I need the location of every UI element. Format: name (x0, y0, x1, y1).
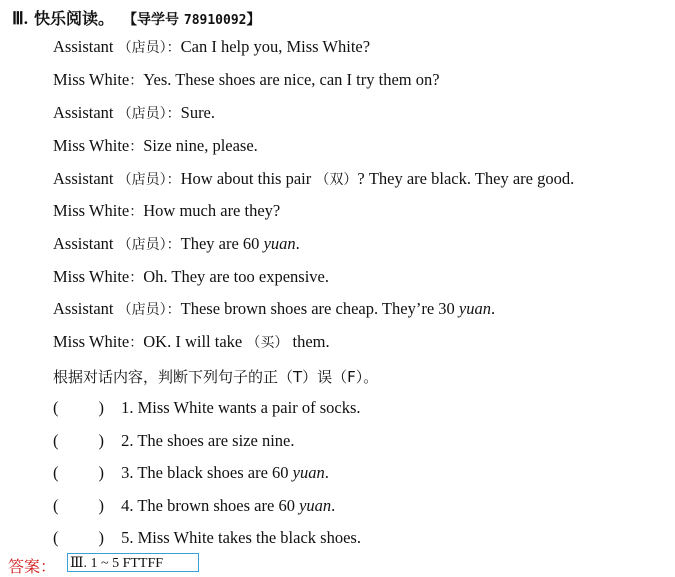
dialogue-line: Miss White：Yes. These shoes are nice, can I try them on? (53, 70, 440, 89)
guide-number: 【导学号 78910092】 (130, 12, 261, 28)
dialogue-line: Assistant （店员）：How about this pair （双）? They are black. They are good. (53, 169, 575, 188)
answer-blank[interactable]: ( ) (53, 496, 104, 515)
answer-label: 答案： (8, 557, 57, 576)
answer-box: Ⅲ. 1 ~ 5 FTTFF (67, 553, 199, 572)
instruction-text: 根据对话内容，判断下列句子的正（T）误（F）。 (53, 368, 379, 386)
question-item: ( ) 4. The brown shoes are 60 yuan. (53, 496, 336, 515)
section-title: 快乐阅读。 (33, 9, 114, 28)
dialogue-line: Miss White：OK. I will take （买） them. (53, 332, 330, 351)
question-item: ( ) 3. The black shoes are 60 yuan. (53, 463, 329, 482)
dialogue-line: Miss White：Size nine, please. (53, 136, 258, 155)
dialogue-line: Assistant （店员）：They are 60 yuan. (53, 234, 300, 253)
guide-code: 78910092 (183, 13, 247, 28)
section-number: Ⅲ. (12, 9, 28, 28)
dialogue-line: Assistant （店员）：Sure. (53, 103, 216, 122)
answer-blank[interactable]: ( ) (53, 398, 104, 417)
answer-blank[interactable]: ( ) (53, 528, 104, 547)
question-item: ( ) 2. The shoes are size nine. (53, 431, 295, 450)
dialogue-line: Assistant （店员）：These brown shoes are cheap. They’re 30 yuan. (53, 299, 496, 318)
answer-blank[interactable]: ( ) (53, 431, 104, 450)
question-item: ( ) 5. Miss White takes the black shoes. (53, 528, 361, 547)
dialogue-line: Assistant （店员）：Can I help you, Miss White? (53, 37, 371, 56)
section-header (12, 6, 261, 29)
question-item: ( ) 1. Miss White wants a pair of socks. (53, 398, 361, 417)
dialogue-line: Miss White：How much are they? (53, 201, 281, 220)
answer-blank[interactable]: ( ) (53, 463, 104, 482)
dialogue-line: Miss White：Oh. They are too expensive. (53, 267, 329, 286)
